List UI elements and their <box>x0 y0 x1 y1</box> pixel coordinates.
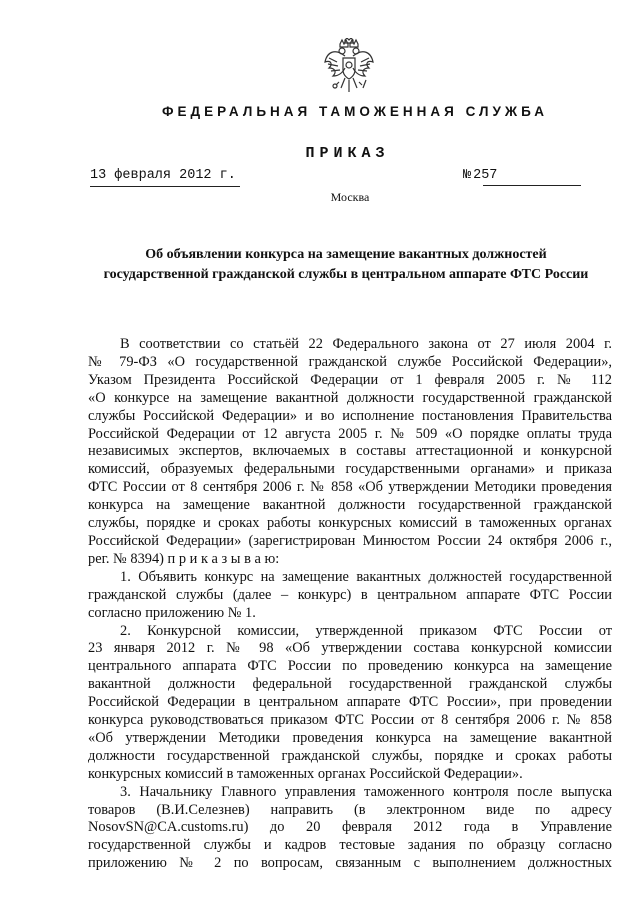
order-subject <box>90 245 602 285</box>
body-line: Российской Федерации» (зарегистрирован Минюстом России 24 октября 2006 г., <box>88 532 612 549</box>
number-underline <box>483 185 581 186</box>
number-sign: № <box>463 168 472 183</box>
body-line: Российской Федерации в центральном аппарате ФТС России», при проведении <box>88 694 612 711</box>
agency-name: ФЕДЕРАЛЬНАЯ ТАМОЖЕННАЯ СЛУЖБА <box>161 104 549 119</box>
subject-line: Об объявлении конкурса на замещение вакантных должностей <box>145 247 547 262</box>
issue-city: Москва <box>330 190 370 204</box>
body-line: № 79-ФЗ «О государственной гражданской службе Российской Федерации», <box>88 353 612 370</box>
body-line: 23 января 2012 г. № 98 «Об утверждении состава конкурсной комиссии <box>88 640 612 657</box>
body-line: вакантной должности федеральной государственной гражданской службы <box>88 676 612 693</box>
body-line: конкурса на замещение вакантной должности государственной гражданской <box>88 497 612 514</box>
body-line: Указом Президента Российской Федерации от 1 февраля 2005 г. № 112 <box>88 371 612 388</box>
coat-of-arms-emblem-icon <box>323 38 375 94</box>
body-line: В соответствии со статьёй 22 Федерального закона от 27 июля 2004 г. <box>120 336 612 352</box>
order-number <box>463 168 497 183</box>
order-body <box>88 336 612 873</box>
body-line: Российской Федерации от 12 августа 2005 г. № 509 «О порядке оплаты труда <box>88 425 612 442</box>
subject-line: государственной гражданской службы в центральном аппарате ФТС России <box>103 267 589 282</box>
document-type-title: ПРИКАЗ <box>305 145 390 162</box>
number-value: 257 <box>473 168 498 183</box>
body-line: «Об утверждении Методики проведения конкурса на замещение вакантной <box>88 729 612 746</box>
body-line: государственной службы и кадров тестовые задания по образцу согласно <box>88 837 612 854</box>
order-date: 13 февраля 2012 г. <box>90 168 236 183</box>
body-line: приложению № 2 по вопросам, связанным с выполнением должностных <box>88 855 612 872</box>
body-line: «О конкурсе на замещение вакантной должности государственной гражданской <box>88 389 612 406</box>
body-line: центрального аппарата ФТС России по проведению конкурса на замещение <box>88 658 612 675</box>
body-line: комиссий, образуемых федеральными государственными органами» и приказа <box>88 461 612 478</box>
body-line: конкурсных комиссий в таможенных органах Российской Федерации». <box>88 765 523 782</box>
body-line: ФТС России от 8 сентября 2006 г. № 858 «Об утверждении Методики проведения <box>88 479 612 496</box>
body-line: NosovSN@CA.customs.ru) до 20 февраля 2012 года в Управление <box>88 819 612 836</box>
body-line: 1. Объявить конкурс на замещение вакантных должностей государственной <box>120 568 612 585</box>
body-line: независимых экспертов, включаемых в составы аттестационной и конкурсной <box>88 443 612 460</box>
body-line: службы, порядке и сроках работы конкурсных комиссий в таможенных органах <box>88 515 612 532</box>
body-line: конкурса руководствоваться приказом ФТС России от 8 сентября 2006 г. № 858 <box>88 712 612 729</box>
body-line: согласно приложению № 1. <box>88 604 256 621</box>
body-line: гражданской службы (далее – конкурс) в центральном аппарате ФТС России <box>88 586 612 603</box>
body-line: 2. Конкурсной комиссии, утвержденной приказом ФТС России от <box>120 622 612 639</box>
body-line: рег. № 8394) п р и к а з ы в а ю: <box>88 550 280 567</box>
date-underline <box>90 186 240 187</box>
body-line: товаров (В.И.Селезнев) направить (в электронном виде по адресу <box>88 801 612 818</box>
body-line: должности государственной гражданской службы, порядке и сроках работы <box>88 747 612 764</box>
body-line: службы Российской Федерации» и во исполнение постановления Правительства <box>88 407 612 424</box>
body-line: 3. Начальнику Главного управления таможенного контроля после выпуска <box>120 783 612 800</box>
